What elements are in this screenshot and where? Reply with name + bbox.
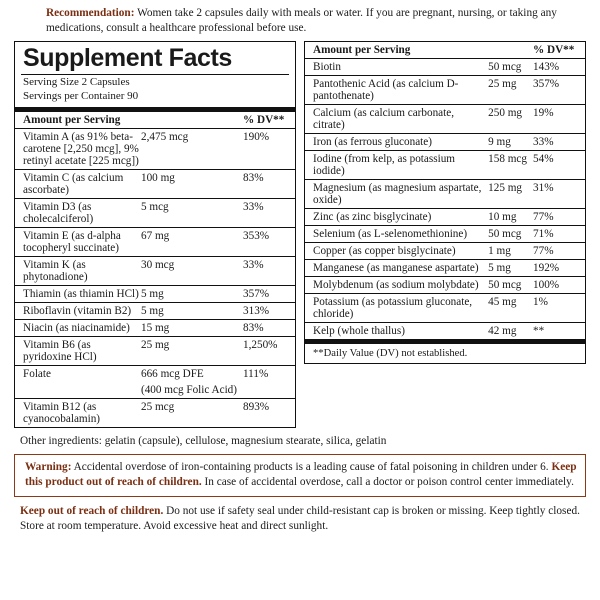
supplement-facts-left-panel [14, 41, 296, 429]
nutrient-name: Calcium (as calcium carbonate, citrate) [305, 104, 488, 133]
warning-label: Warning: [25, 461, 72, 474]
nutrient-dv: 353% [243, 228, 295, 257]
table-row [15, 303, 295, 320]
nutrient-dv: 54% [533, 150, 585, 179]
nutrient-amount: 158 mcg [488, 150, 533, 179]
left-nutrient-table [15, 112, 295, 427]
table-row [305, 293, 585, 322]
nutrient-name: Kelp (whole thallus) [313, 324, 405, 337]
nutrient-name: Folate [23, 368, 51, 381]
serving-size: Serving Size 2 Capsules [23, 75, 130, 88]
servings-per-container: Servings per Container 90 [23, 90, 139, 103]
recommendation-paragraph [10, 6, 590, 41]
warning-text-strong: Keep this product out of reach of children. [25, 461, 577, 489]
nutrient-dv: 143% [533, 58, 585, 75]
nutrient-name: Vitamin B6 (as pyridoxine HCl) [15, 337, 141, 366]
nutrient-name: Manganese (as manganese aspartate) [305, 259, 488, 276]
other-ingredients-text: gelatin (capsule), cellulose, magnesium stearate, silica, gelatin [101, 435, 387, 448]
nutrient-amount: 30 mcg [141, 257, 243, 286]
table-row [305, 104, 585, 133]
recommendation-text: Women take 2 capsules daily with meals or water. If you are pregnant, nursing, or taking any medications, consult a healthcare professional before use. [46, 7, 557, 34]
nutrient-dv: 1% [533, 293, 585, 322]
warning-text-part2: In case of accidental overdose, call a doctor or poison control center immediately. [201, 476, 574, 489]
keep-out-text: Do not use if safety seal under child-resistant cap is broken or missing. Keep tightly closed. Store at room temperature. Avoid excessive heat and direct sunlight. [20, 505, 580, 533]
table-row [15, 257, 295, 286]
nutrient-dv: 77% [533, 242, 585, 259]
nutrient-amount: 10 mg [488, 208, 533, 225]
nutrient-amount: 25 mg [488, 75, 533, 104]
nutrient-name: Magnesium (as magnesium aspartate, oxide) [305, 179, 488, 208]
nutrient-name: Iron (as ferrous gluconate) [305, 133, 488, 150]
table-row [15, 320, 295, 337]
warning-box [14, 454, 586, 497]
nutrient-dv: 71% [533, 225, 585, 242]
nutrient-name: Vitamin A (as 91% beta-carotene [2,250 mcg], 9% retinyl acetate [225 mcg]) [15, 129, 141, 170]
table-row [305, 75, 585, 104]
table-row [305, 208, 585, 225]
nutrient-name: Zinc (as zinc bisglycinate) [305, 208, 488, 225]
nutrient-amount: 5 mcg [141, 199, 243, 228]
nutrient-name: Biotin [305, 58, 488, 75]
nutrient-amount: 45 mg [488, 293, 533, 322]
table-row [305, 58, 585, 75]
table-row [15, 170, 295, 199]
left-amount-header: Amount per Serving [15, 112, 243, 129]
nutrient-dv: 77% [533, 208, 585, 225]
nutrient-name: Selenium (as L-selenomethionine) [305, 225, 488, 242]
other-ingredients-label: Other ingredients: [20, 435, 102, 448]
nutrient-name: Vitamin C (as calcium ascorbate) [15, 170, 141, 199]
table-row [305, 179, 585, 208]
nutrient-name: Copper (as copper bisglycinate) [305, 242, 488, 259]
nutrient-name: Niacin (as niacinamide) [15, 320, 141, 337]
facts-panels [10, 41, 590, 429]
table-row [305, 242, 585, 259]
nutrient-dv: 357% [243, 286, 295, 303]
right-nutrient-table [305, 42, 585, 339]
table-row [15, 199, 295, 228]
nutrient-amount: 5 mg [141, 303, 243, 320]
nutrient-amount: 100 mg [141, 170, 243, 199]
nutrient-dv: 111% [243, 368, 269, 381]
table-row [305, 276, 585, 293]
table-row [15, 399, 295, 428]
warning-text-part1: Accidental overdose of iron-containing products is a leading cause of fatal poisoning in children under 6. [71, 461, 552, 474]
supplement-facts-right-panel [304, 41, 586, 364]
nutrient-amount: 42 mg [488, 324, 517, 337]
table-row [15, 337, 295, 366]
other-ingredients [10, 428, 590, 454]
nutrient-amount: 25 mg [141, 337, 243, 366]
nutrient-name: Thiamin (as thiamin HCl) [15, 286, 141, 303]
nutrient-dv: 33% [243, 199, 295, 228]
table-row [305, 322, 585, 339]
nutrient-amount: 50 mcg [488, 225, 533, 242]
nutrient-amount: 1 mg [488, 242, 533, 259]
nutrient-note: (400 mcg Folic Acid) [141, 382, 243, 399]
nutrient-dv: 83% [243, 320, 295, 337]
nutrient-dv: 33% [533, 133, 585, 150]
nutrient-dv: ** [533, 324, 545, 337]
nutrient-dv: 190% [243, 129, 295, 170]
nutrient-amount: 67 mg [141, 228, 243, 257]
nutrient-dv: 33% [243, 257, 295, 286]
nutrient-dv: 357% [533, 75, 585, 104]
nutrient-name: Iodine (from kelp, as potassium iodide) [305, 150, 488, 179]
nutrient-dv: 893% [243, 401, 270, 414]
table-row [305, 259, 585, 276]
nutrient-name: Vitamin D3 (as cholecalciferol) [15, 199, 141, 228]
table-row [305, 150, 585, 179]
right-amount-header: Amount per Serving [305, 42, 533, 59]
nutrient-name: Potassium (as potassium gluconate, chloride) [305, 293, 488, 322]
table-row-note [15, 382, 295, 399]
nutrient-dv: 83% [243, 170, 295, 199]
keep-out-label: Keep out of reach of children. [20, 505, 164, 518]
nutrient-dv: 1,250% [243, 337, 295, 366]
table-row [15, 228, 295, 257]
table-row [15, 286, 295, 303]
nutrient-dv: 100% [533, 276, 585, 293]
nutrient-name: Vitamin E (as d-alpha tocopheryl succinate) [15, 228, 141, 257]
nutrient-amount: 9 mg [488, 133, 533, 150]
nutrient-amount: 125 mg [488, 179, 533, 208]
nutrient-amount: 25 mcg [140, 401, 175, 414]
nutrient-amount: 666 mcg DFE [140, 368, 204, 381]
nutrient-name: Vitamin K (as phytonadione) [15, 257, 141, 286]
nutrient-dv: 192% [533, 259, 585, 276]
nutrient-name: Vitamin B12 (as cyanocobalamin) [23, 401, 101, 426]
keep-out-of-reach-paragraph [10, 497, 590, 534]
nutrient-amount: 250 mg [488, 104, 533, 133]
right-dv-header: % DV** [533, 42, 585, 59]
table-row [305, 225, 585, 242]
table-row [15, 129, 295, 170]
nutrient-name: Riboflavin (vitamin B2) [15, 303, 141, 320]
supplement-facts-title: Supplement Facts [23, 43, 232, 72]
nutrient-name: Pantothenic Acid (as calcium D-pantothenate) [305, 75, 488, 104]
left-dv-header: % DV** [243, 112, 295, 129]
nutrient-amount: 15 mg [141, 320, 243, 337]
nutrient-amount: 5 mg [488, 259, 533, 276]
nutrient-dv: 19% [533, 104, 585, 133]
table-row [305, 133, 585, 150]
nutrient-amount: 50 mcg [488, 58, 533, 75]
nutrient-amount: 2,475 mcg [141, 129, 243, 170]
nutrient-name: Molybdenum (as sodium molybdate) [305, 276, 488, 293]
dv-footnote: **Daily Value (DV) not established. [313, 347, 468, 359]
nutrient-amount: 50 mcg [488, 276, 533, 293]
nutrient-amount: 5 mg [141, 286, 243, 303]
table-row [15, 366, 295, 383]
recommendation-label: Recommendation: [46, 7, 135, 19]
nutrient-dv: 313% [243, 303, 295, 320]
nutrient-dv: 31% [533, 179, 585, 208]
